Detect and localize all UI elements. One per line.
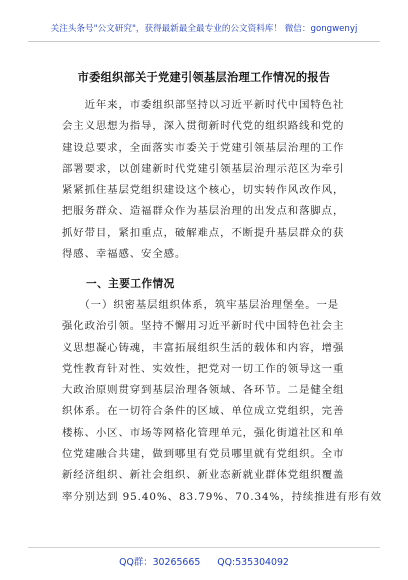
text-line: 强化政治引领。坚持不懈用习近平新时代中国特色社会主	[62, 320, 345, 333]
footer-divider	[28, 547, 380, 548]
text-line: 近年来，市委组织部坚持以习近平新时代中国特色社	[62, 99, 345, 111]
document-title: 市委组织部关于党建引领基层治理工作情况的报告	[77, 71, 331, 84]
text-line: 楼栋、小区、市场等网格化管理单元，强化街道社区和单	[62, 426, 345, 439]
footer-qq: QQ:535304092	[217, 557, 289, 568]
text-line: 党性教育针对性、实效性，把党对一切工作的领导这一重	[62, 362, 345, 375]
text-line: 紧紧抓住基层党组织建设这个核心，切实转作风改作风，	[62, 184, 345, 197]
text-line: （一）织密基层组织体系，筑牢基层治理堡垒。一是	[62, 299, 340, 311]
text-line: 得感、幸福感、安全感。	[62, 248, 187, 261]
text-line: 率分别达到 95.40%、83.79%、70.34%，持续推进有形有效	[62, 490, 382, 503]
text-line: 大政治原则贯穿到基层治理各领域、各环节。二是健全组	[62, 384, 345, 397]
footer-qq-group: QQ群：30265665	[119, 557, 201, 568]
text-line: 织体系。在一切符合条件的区域、单位成立党组织，完善	[62, 405, 345, 418]
text-line: 建设总要求，全面落实市委关于党建引领基层治理的工作	[62, 141, 345, 154]
text-line: 把服务群众、造福群众作为基层治理的出发点和落脚点，	[62, 205, 345, 218]
header-promo-text: 关注头条号"公文研究"，获得最新最全最专业的公文资料库！ 微信：gongwenyj	[50, 24, 358, 34]
paragraph-section-1	[62, 295, 382, 508]
text-line: 位党建融合共建，做到哪里有党员哪里就有党组织。全市	[62, 448, 345, 461]
text-line: 新经济组织、新社会组织、新业态新就业群体党组织覆盖	[62, 469, 345, 482]
section-heading: 一、主要工作情况	[86, 278, 175, 290]
paragraph-intro	[62, 95, 344, 265]
text-line: 部署要求，以创建新时代党建引领基层治理示范区为牵引	[62, 162, 345, 175]
header-divider	[28, 41, 380, 42]
text-line: 抓好带目，紧扣重点，破解难点，不断提升基层群众的获	[62, 226, 345, 239]
text-line: 会主义思想为指导，深入贯彻新时代党的组织路线和党的	[62, 120, 345, 133]
text-line: 义思想凝心铸魂，丰富拓展组织生活的载体和内容，增强	[62, 341, 345, 354]
footer-contact	[0, 556, 408, 570]
